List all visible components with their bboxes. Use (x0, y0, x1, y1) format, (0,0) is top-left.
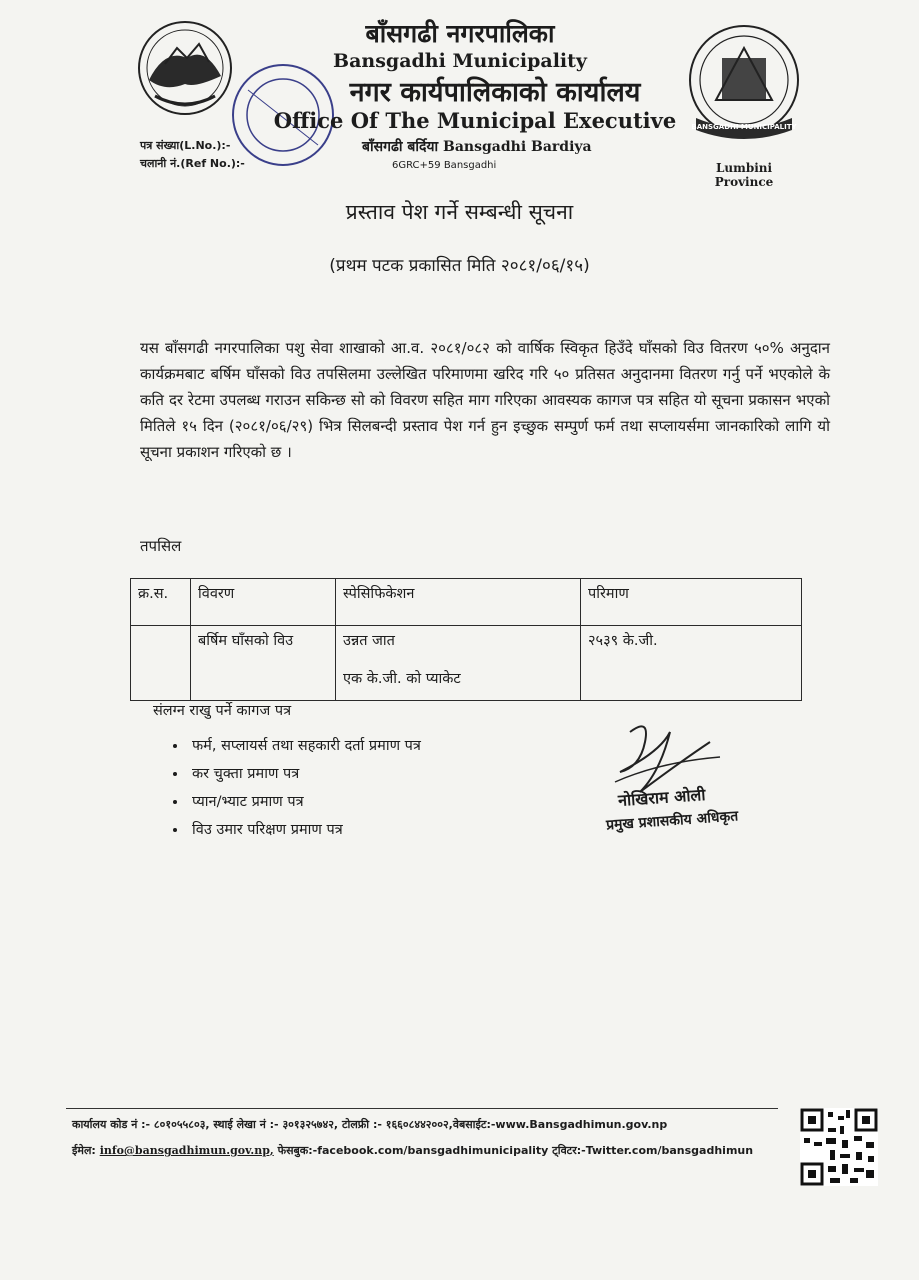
header-specification: स्पेसिफिकेशन (336, 579, 581, 626)
reference-number-label: चलानी नं.(Ref No.):- (140, 157, 245, 170)
cell-quantity: २५३९ के.जी. (581, 626, 802, 701)
municipality-name-english: Bansgadhi Municipality (333, 50, 587, 72)
first-published-date: (प्रथम पटक प्रकासित मिति २०८१/०६/१५) (329, 256, 590, 276)
cell-sn (131, 626, 191, 701)
schedule-label: तपसिल (140, 537, 182, 555)
spec-line-2: एक के.जी. को प्याकेट (343, 671, 461, 687)
list-item: • विउ उमार परिक्षण प्रमाण पत्र (188, 816, 421, 844)
office-name-english: Office Of The Municipal Executive (273, 108, 677, 133)
cell-specification (336, 626, 581, 701)
spec-line-1: उन्नत जात (343, 633, 395, 649)
notice-body: यस बाँसगढी नगरपालिका पशु सेवा शाखाको आ.व. २०८१/०८२ को वार्षिक स्विकृत हिउँदे घाँसको विउ वितरण ५०% अनुदान कार्यक्रमबाट बर्षिम घाँसको विउ तपसिलमा उल्लेखित परिमाणमा खरिद गरि ५० प्रतिसत अनुदानमा वितरण गर्नु पर्ने भएकोले के कति दर रेटमा उपलब्ध गराउन सकिन्छ सो को विवरण सहित माग गरिएका आवस्यक कागज पत्र सहित यो सूचना प्रकासन भएको मितिले १५ दिन (२०८१/०६/२९) भित्र सिलबन्दी प्रस्ताव पेश गर्न हुन इच्छुक सम्पुर्ण फर्म तथा सप्लायर्समा जानकारिको लागि यो सूचना प्रकाशन गरिएको छ । (140, 339, 830, 461)
address-nepali: बाँसगढी बर्दिया (362, 139, 439, 155)
qr-code-icon (800, 1108, 878, 1186)
list-item: • फर्म, सप्लायर्स तथा सहकारी दर्ता प्रमाण पत्र (188, 732, 421, 760)
plus-code: 6GRC+59 Bansgadhi (392, 160, 497, 171)
cell-description: बर्षिम घाँसको विउ (191, 626, 336, 701)
address (362, 137, 592, 156)
header-quantity: परिमाण (581, 579, 802, 626)
signatory-title: प्रमुख प्रशासकीय अधिकृत (605, 808, 739, 834)
logo-ribbon-text: BANSGADHI MUNICIPALITY (691, 123, 797, 131)
table-row (131, 626, 802, 701)
notice-title: प्रस्ताव पेश गर्ने सम्बन्धी सूचना (345, 200, 574, 224)
province-label: Lumbini Province (714, 161, 774, 189)
attachments-heading: संलग्न राखु पर्ने कागज पत्र (153, 703, 292, 719)
letter-number-label: पत्र संख्या(L.No.):- (140, 139, 231, 152)
header-sn: क्र.स. (131, 579, 191, 626)
social-links: फेसबुक:-facebook.com/bansgadhimunicipality ट्विटर:-Twitter.com/bansgadhimun (277, 1144, 754, 1157)
items-table (130, 578, 802, 701)
email-link[interactable]: info@bansgadhimun.gov.np, (99, 1144, 274, 1157)
signatory-name: नोखिराम ओली (617, 784, 707, 811)
footer-office-info: कार्यालय कोड नं :- ८०१०५५८०३, स्थाई लेखा नं :- ३०१३२५७४२, टोलफ्री :- १६६०८४४२००२,वेबसाईट:-www.Bansgadhimun.gov.np (72, 1118, 668, 1131)
municipality-name-nepali: बाँसगढी नगरपालिका (365, 19, 555, 48)
email-label: ईमेल: (72, 1144, 96, 1157)
attachments-list (160, 732, 421, 844)
table-header-row (131, 579, 802, 626)
office-name-nepali: नगर कार्यपालिकाको कार्यालय (349, 77, 641, 108)
address-english: Bansgadhi Bardiya (443, 139, 592, 155)
list-item: • कर चुक्ता प्रमाण पत्र (188, 760, 421, 788)
list-item: • प्यान/भ्याट प्रमाण पत्र (188, 788, 421, 816)
footer-divider (66, 1108, 778, 1109)
footer-contact (72, 1143, 753, 1158)
header-description: विवरण (191, 579, 336, 626)
